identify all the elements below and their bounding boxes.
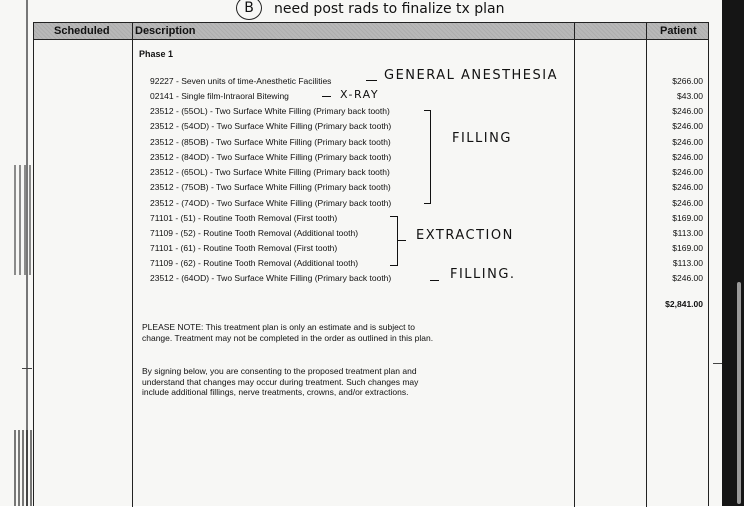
consent-note: By signing below, you are consenting to the proposed treatment plan and understand that changes may occur during treatment. Such changes may include additional fillings, nerve treatments, crowns, and/or extractions. [142,366,419,397]
line-item: 23512 - (64OD) - Two Surface White Filling (Primary back tooth) [150,273,392,283]
annotation-dash [430,280,439,281]
handwritten-xray: X-RAY [340,88,380,101]
line-price: $246.00 [672,152,703,162]
line-item: 92227 - Seven units of time-Anesthetic Facilities [150,76,332,86]
column-divider [574,23,575,507]
handwritten-filling-last: FILLING. [450,267,516,282]
line-price: $246.00 [672,121,703,131]
line-price: $113.00 [672,258,703,268]
line-price: $43.00 [677,91,703,101]
column-divider [646,23,647,507]
bracket-extractions [390,216,398,266]
line-price: $246.00 [672,198,703,208]
margin-tick-left [22,368,32,369]
total-amount: $2,841.00 [665,299,703,309]
line-price: $169.00 [672,243,703,253]
annotation-dash [398,240,406,241]
line-item: 23512 - (65OL) - Two Surface White Filling (Primary back tooth) [150,167,390,177]
top-annotation [236,0,505,20]
header-patient: Patient [660,25,697,37]
bracket-fillings [424,110,431,204]
line-item: 02141 - Single film-Intraoral Bitewing [150,91,289,101]
line-item: 23512 - (85OB) - Two Surface White Filling (Primary back tooth) [150,137,391,147]
line-item: 23512 - (54OD) - Two Surface White Filling (Primary back tooth) [150,121,392,131]
circled-letter: B [236,0,262,20]
line-item: 71101 - (51) - Routine Tooth Removal (First tooth) [150,213,338,223]
line-price: $246.00 [672,273,703,283]
line-price: $169.00 [672,213,703,223]
scan-smudge-upper [14,165,34,275]
line-price: $246.00 [672,167,703,177]
scrollbar-thumb[interactable] [737,282,741,504]
header-description: Description [135,25,196,37]
line-item: 71101 - (61) - Routine Tooth Removal (First tooth) [150,243,338,253]
scan-smudge-lower [14,430,32,506]
line-item: 23512 - (55OL) - Two Surface White Filling (Primary back tooth) [150,106,390,116]
line-item: 23512 - (75OB) - Two Surface White Filling (Primary back tooth) [150,182,391,192]
line-item: 23512 - (74OD) - Two Surface White Filling (Primary back tooth) [150,198,392,208]
handwritten-filling: FILLING [452,131,512,146]
line-price: $246.00 [672,106,703,116]
handwritten-extraction: EXTRACTION [416,228,514,243]
estimate-note: PLEASE NOTE: This treatment plan is only an estimate and is subject to change. Treatment may not be completed in the order as outlined in this plan. [142,322,434,343]
column-divider [132,23,133,507]
phase-label: Phase 1 [139,49,174,59]
header-scheduled: Scheduled [54,25,110,37]
line-item: 71109 - (52) - Routine Tooth Removal (Additional tooth) [150,228,359,238]
handwritten-anesthesia: GENERAL ANESTHESIA [384,68,558,83]
line-price: $266.00 [672,76,703,86]
annotation-note: need post rads to finalize tx plan [274,1,505,17]
line-price: $113.00 [672,228,703,238]
annotation-dash [322,96,331,97]
line-price: $246.00 [672,182,703,192]
line-item: 23512 - (84OD) - Two Surface White Filling (Primary back tooth) [150,152,392,162]
annotation-dash [366,80,377,81]
line-price: $246.00 [672,137,703,147]
line-item: 71109 - (62) - Routine Tooth Removal (Additional tooth) [150,258,359,268]
